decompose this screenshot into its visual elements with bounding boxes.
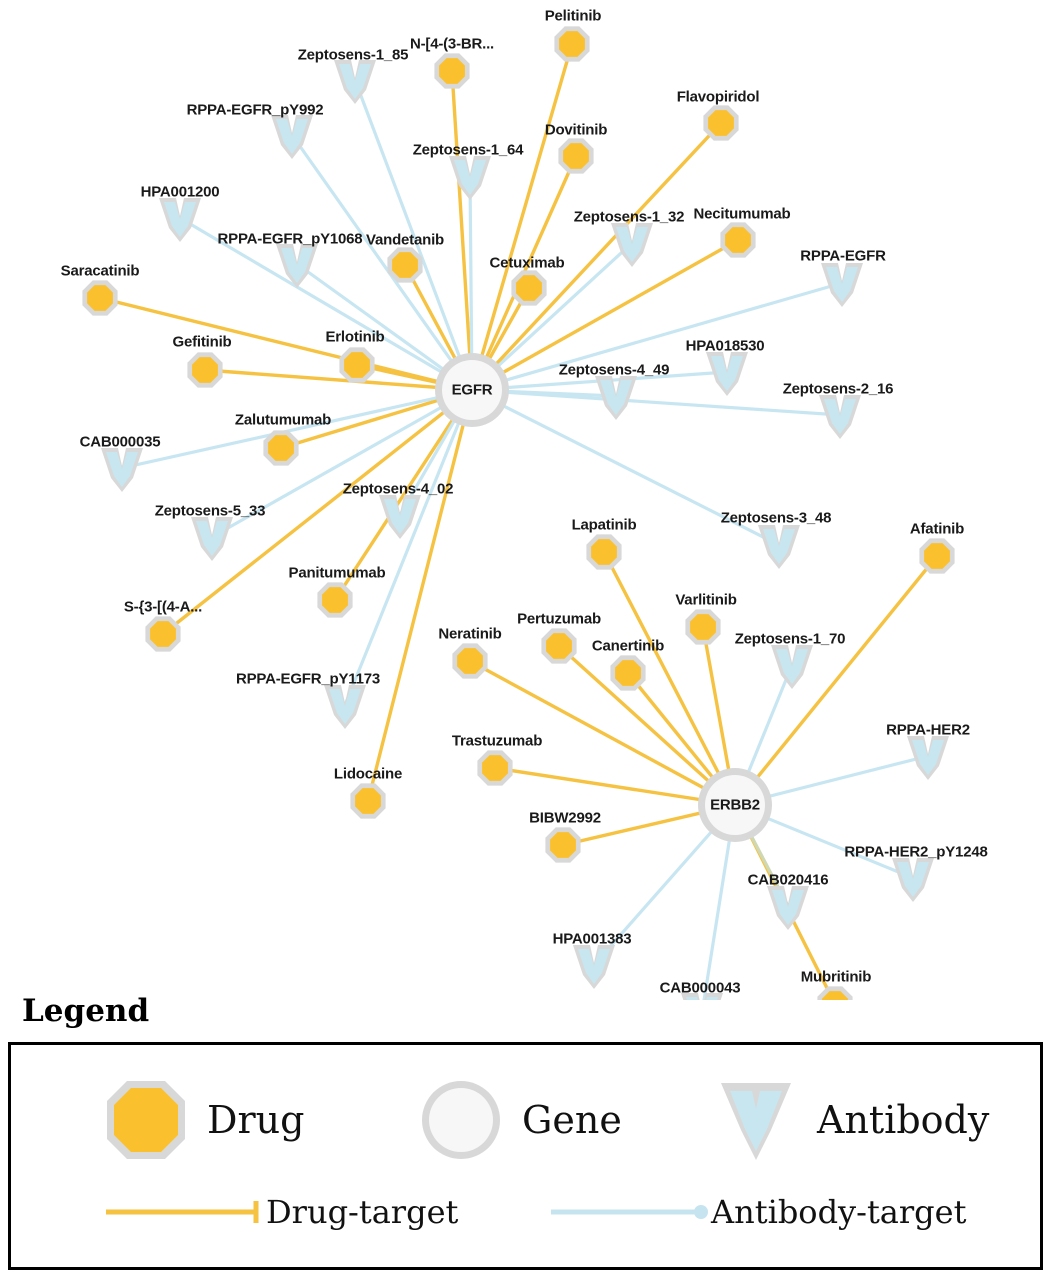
antibody-node[interactable] bbox=[819, 395, 861, 439]
drug-label: Lidocaine bbox=[333, 765, 403, 783]
drug-label: Trastuzumab bbox=[451, 732, 543, 750]
antibody-label: RPPA-EGFR_pY1068 bbox=[217, 230, 363, 248]
antibody-label: Zeptosens-3_48 bbox=[720, 509, 832, 527]
drug-node[interactable] bbox=[317, 582, 352, 617]
legend-gene-label: Gene bbox=[522, 1098, 622, 1142]
gene-icon bbox=[416, 1075, 506, 1165]
antibody-label: Zeptosens-4_02 bbox=[342, 480, 454, 498]
antibody-label: CAB020416 bbox=[747, 871, 829, 889]
antibody-label: RPPA-EGFR bbox=[800, 247, 886, 265]
drug-icon bbox=[101, 1075, 191, 1165]
antibody-label: HPA001383 bbox=[552, 930, 632, 948]
drug-label: Cetuximab bbox=[489, 254, 565, 272]
drug-node[interactable] bbox=[919, 538, 954, 573]
drug-node[interactable] bbox=[452, 643, 487, 678]
antibody-label: HPA001200 bbox=[140, 183, 220, 201]
antibody-label: Zeptosens-1_70 bbox=[734, 630, 846, 648]
drug-node[interactable] bbox=[477, 750, 512, 785]
gene-label: EGFR bbox=[451, 381, 493, 399]
drug-label: Neratinib bbox=[438, 625, 502, 643]
drug-node[interactable] bbox=[720, 222, 755, 257]
drug-label: Varlitinib bbox=[675, 591, 737, 609]
drug-label: Zalutumumab bbox=[234, 411, 332, 429]
drug-label: Panitumumab bbox=[288, 564, 386, 582]
drug-label: Dovitinib bbox=[544, 121, 608, 139]
antibody-label: RPPA-HER2_pY1248 bbox=[844, 843, 988, 861]
antibody-label: HPA018530 bbox=[685, 337, 765, 355]
antibody-node[interactable] bbox=[449, 156, 491, 200]
antibody-edge-icon bbox=[551, 1197, 711, 1227]
antibody-label: RPPA-EGFR_pY1173 bbox=[235, 670, 381, 688]
drug-node[interactable] bbox=[685, 609, 720, 644]
drug-node[interactable] bbox=[339, 347, 374, 382]
legend-antibody-edge-label: Antibody-target bbox=[711, 1193, 967, 1231]
drug-label: Mubritinib bbox=[800, 968, 872, 986]
legend-drug-edge-label: Drug-target bbox=[266, 1193, 459, 1231]
antibody-node[interactable] bbox=[821, 263, 863, 307]
drug-node[interactable] bbox=[187, 352, 222, 387]
drug-label: Vandetanib bbox=[365, 231, 445, 249]
drug-node[interactable] bbox=[586, 534, 621, 569]
edge-drug-11 bbox=[735, 556, 937, 805]
antibody-icon bbox=[711, 1075, 801, 1165]
antibody-node[interactable] bbox=[892, 858, 934, 902]
drug-node[interactable] bbox=[558, 138, 593, 173]
drug-edge-icon bbox=[106, 1197, 266, 1227]
drug-node[interactable] bbox=[434, 53, 469, 88]
gene-label: ERBB2 bbox=[710, 796, 760, 814]
antibody-node[interactable] bbox=[334, 60, 376, 104]
drug-node[interactable] bbox=[145, 616, 180, 651]
antibody-node[interactable] bbox=[324, 685, 366, 729]
antibody-node[interactable] bbox=[771, 645, 813, 689]
legend-item-drug-edge bbox=[106, 1193, 458, 1231]
antibody-node[interactable] bbox=[907, 736, 949, 780]
antibody-label: RPPA-EGFR_pY992 bbox=[186, 101, 324, 119]
antibody-node[interactable] bbox=[191, 517, 233, 561]
drug-label: N-[4-(3-BR... bbox=[409, 35, 495, 53]
legend-item-drug bbox=[101, 1075, 304, 1165]
drug-label: Necitumumab bbox=[693, 205, 791, 223]
drug-label: Erlotinib bbox=[325, 328, 385, 346]
drug-node[interactable] bbox=[610, 655, 645, 690]
drug-label: Flavopiridol bbox=[676, 88, 760, 106]
legend-box bbox=[8, 1042, 1043, 1270]
drug-node[interactable] bbox=[541, 628, 576, 663]
drug-node[interactable] bbox=[554, 26, 589, 61]
drug-label: Pelitinib bbox=[544, 7, 602, 25]
antibody-label: Zeptosens-1_32 bbox=[573, 208, 685, 226]
legend-title: Legend bbox=[22, 993, 150, 1029]
drug-label: Saracatinib bbox=[60, 262, 140, 280]
drug-node[interactable] bbox=[703, 105, 738, 140]
antibody-node[interactable] bbox=[758, 525, 800, 569]
drug-label: Lapatinib bbox=[571, 516, 637, 534]
drug-label: Afatinib bbox=[909, 520, 965, 538]
drug-label: Canertinib bbox=[591, 637, 665, 655]
drug-label: BIBW2992 bbox=[529, 809, 601, 827]
antibody-label: Zeptosens-4_49 bbox=[558, 361, 670, 379]
drug-label: Gefitinib bbox=[172, 333, 232, 351]
antibody-node[interactable] bbox=[159, 198, 201, 242]
drug-node[interactable] bbox=[545, 827, 580, 862]
antibody-node[interactable] bbox=[573, 945, 615, 989]
antibody-node[interactable] bbox=[101, 448, 143, 492]
legend-antibody-label: Antibody bbox=[817, 1098, 990, 1142]
antibody-label: RPPA-HER2 bbox=[886, 721, 970, 739]
antibody-node[interactable] bbox=[611, 223, 653, 267]
antibody-label: Zeptosens-2_16 bbox=[782, 380, 894, 398]
legend-item-antibody bbox=[711, 1075, 989, 1165]
drug-node[interactable] bbox=[511, 270, 546, 305]
drug-label: S-{3-[(4-A... bbox=[123, 598, 203, 616]
drug-node[interactable] bbox=[263, 430, 298, 465]
antibody-node[interactable] bbox=[271, 115, 313, 159]
antibody-label: CAB000035 bbox=[79, 433, 161, 451]
antibody-label: CAB000043 bbox=[659, 979, 741, 997]
antibody-label: Zeptosens-1_64 bbox=[412, 141, 524, 159]
drug-node[interactable] bbox=[817, 986, 852, 1000]
drug-node[interactable] bbox=[387, 247, 422, 282]
legend-drug-label: Drug bbox=[207, 1098, 305, 1142]
antibody-label: Zeptosens-1_85 bbox=[297, 46, 409, 64]
legend-item-gene bbox=[416, 1075, 622, 1165]
drug-node[interactable] bbox=[350, 783, 385, 818]
drug-node[interactable] bbox=[82, 280, 117, 315]
antibody-node[interactable] bbox=[767, 886, 809, 930]
legend-item-antibody-edge bbox=[551, 1193, 966, 1231]
antibody-node[interactable] bbox=[276, 244, 318, 288]
antibody-label: Zeptosens-5_33 bbox=[154, 502, 266, 520]
drug-label: Pertuzumab bbox=[517, 610, 601, 628]
